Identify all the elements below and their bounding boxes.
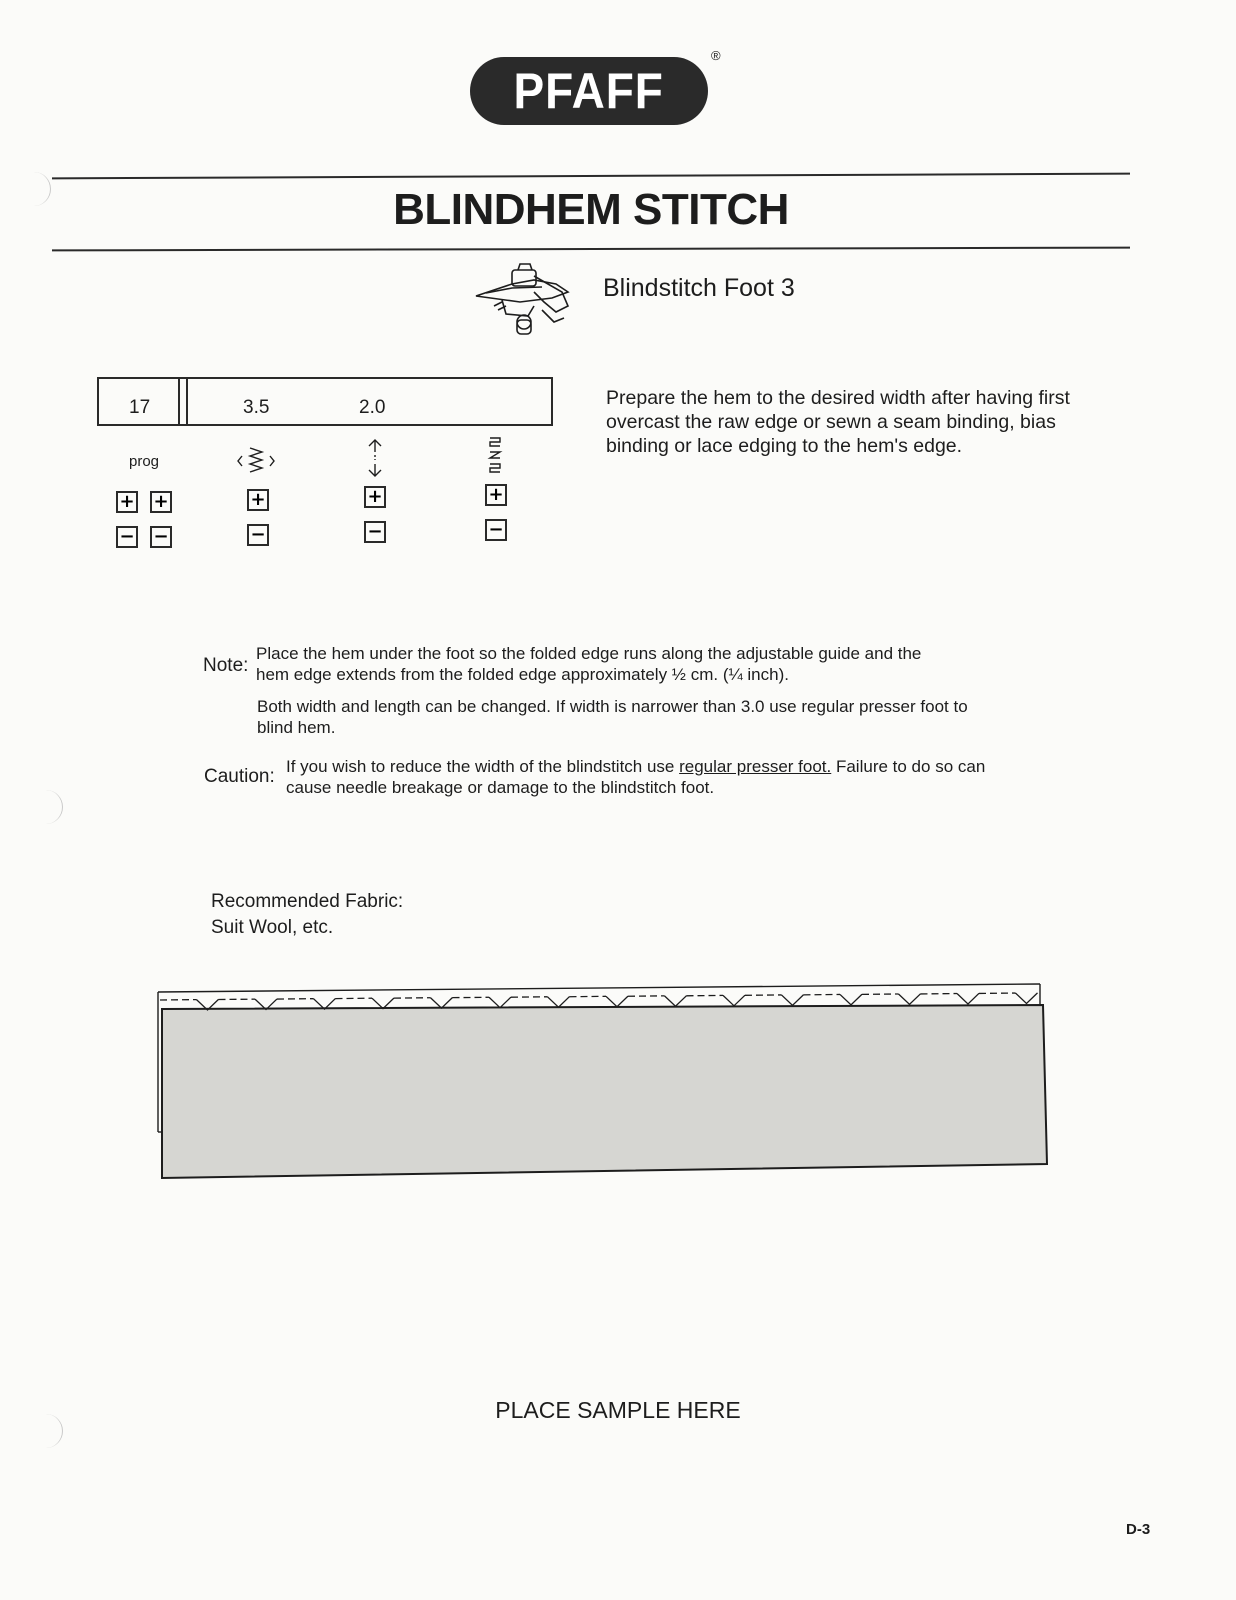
recommended-fabric-label: Recommended Fabric: [211,891,404,912]
length-minus-button[interactable]: − [364,521,386,543]
length-plus-button[interactable]: + [364,486,386,508]
binder-hole-middle [40,790,63,824]
pattern-plus-button[interactable]: + [485,484,507,506]
pfaff-logo [470,57,708,125]
stitch-v-notch [548,997,570,1008]
caution-underlined: regular presser foot. [679,757,832,776]
stitch-v-notch [723,995,745,1006]
recommended-fabric-value: Suit Wool, etc. [211,917,334,938]
stitch-v-notch [899,994,921,1005]
stitch-width-icon [236,446,276,476]
note-width-length-text: Both width and length can be changed. If width is narrower than 3.0 use regular presser foot to blind hem. [257,697,968,737]
title-rule-top [52,173,1130,180]
presser-foot-icon [472,262,584,342]
stitch-v-notch [489,997,511,1008]
stitch-v-notch [782,995,804,1006]
caution-text [286,756,986,798]
caution-text-end: Failure to do so can cause needle breakage or damage to the blindstitch foot. [286,757,986,797]
width-minus-button[interactable]: − [247,524,269,546]
note-label: Note: [203,655,249,676]
program-separator [186,377,188,426]
stitch-length-icon [367,438,383,478]
title-rule-bottom [52,247,1130,252]
page-number: D-3 [1126,1521,1151,1538]
program-tens-minus-button[interactable]: − [116,526,138,548]
length-value: 2.0 [359,397,386,418]
prog-label: prog [129,453,160,470]
width-plus-button[interactable]: + [247,489,269,511]
hem-preparation-text: Prepare the hem to the desired width after having first overcast the raw edge or sewn a seam binding, bias binding or lace edging to the hem's edge. [606,387,1070,457]
stitch-v-notch [840,994,862,1005]
stitch-v-notch [431,998,453,1009]
binder-hole-top [28,172,51,206]
place-sample-label: PLACE SAMPLE HERE [495,1397,741,1423]
blindhem-fabric-illustration [150,976,1050,1186]
foot-label: Blindstitch Foot 3 [603,274,795,302]
stitch-v-notch [957,993,979,1004]
program-number: 17 [129,397,151,418]
stitch-v-notch [1016,993,1038,1004]
width-value: 3.5 [243,397,270,418]
logo-text: PFAFF [513,63,665,119]
program-units-minus-button[interactable]: − [150,526,172,548]
stitch-v-notch [665,996,687,1007]
page-title: BLINDHEM STITCH [393,185,789,234]
program-tens-plus-button[interactable]: + [116,491,138,513]
caution-text-start: If you wish to reduce the width of the blindstitch use [286,757,680,776]
stitch-pattern-icon [487,436,503,476]
registered-mark: ® [711,48,721,63]
stitch-v-notch [606,996,628,1007]
settings-display [97,377,553,426]
note-text: Place the hem under the foot so the folded edge runs along the adjustable guide and the hem edge extends from the folded edge approximately ½ cm. (¼ inch). [256,644,922,684]
caution-label: Caution: [204,766,275,787]
program-units-plus-button[interactable]: + [150,491,172,513]
pattern-minus-button[interactable]: − [485,519,507,541]
program-separator [178,377,180,426]
